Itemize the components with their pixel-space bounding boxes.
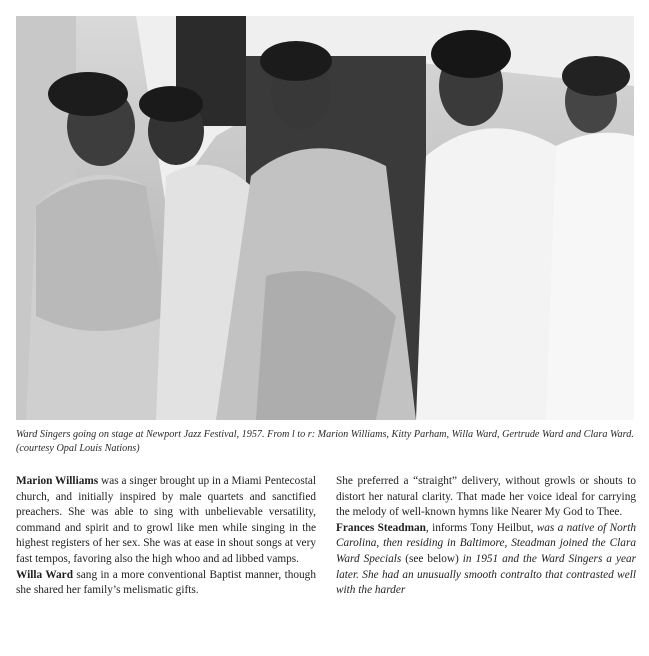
name-willa-ward: Willa Ward — [16, 568, 73, 581]
frances-text-b: was a native of North Carolina, then residing in Baltimore, Steadman joined the Clara Ward Specials — [336, 521, 636, 565]
paragraph-willa-text: sang in a more conventional Baptist manner, though she shared her family’s melismatic gifts. — [16, 568, 316, 597]
left-column — [16, 474, 316, 599]
name-frances-steadman: Frances Steadman — [336, 521, 426, 534]
caption-text: Ward Singers going on stage at Newport Jazz Festival, 1957. From l to r: Marion Williams, Kitty Parham, Willa Ward, Gertrude Ward and Clara Ward. (courtesy Opal Louis Nations) — [16, 429, 634, 454]
frances-text-c: (see below) — [401, 552, 463, 565]
photo-caption — [16, 428, 636, 456]
newport-photo — [16, 16, 634, 420]
frances-text-a: , informs Tony Heilbut, — [425, 521, 537, 534]
paragraph-frances — [336, 521, 636, 599]
paragraph-marion — [16, 474, 316, 568]
photograph-icon — [16, 16, 634, 420]
paragraph-straight-delivery — [336, 474, 636, 521]
name-marion-williams: Marion Williams — [16, 475, 99, 487]
paragraph-willa — [16, 568, 316, 599]
frances-text-d: in 1951 and the Ward Singers a year later. She had an unusually smooth contralto that contrasted well with the harder — [336, 552, 637, 597]
paragraph-marion-text: was a singer brought up in a Miami Pentecostal church, and initially inspired by male quartets and sanctified preachers. She was able to sing with unbelievable versatility, command and spirit and to growl like men while singing in the highest registers of her sex. She was at ease in shout songs at very fast tempos, favoring also the high whoo and ad libbed vamps. — [16, 475, 317, 565]
right-column — [336, 474, 636, 599]
paragraph-straight-text: She preferred a “straight” delivery, without growls or shouts to distort her natural clarity. That made her voice ideal for carrying the melody of well-known hymns like Nearer My God to Thee. — [336, 475, 636, 519]
